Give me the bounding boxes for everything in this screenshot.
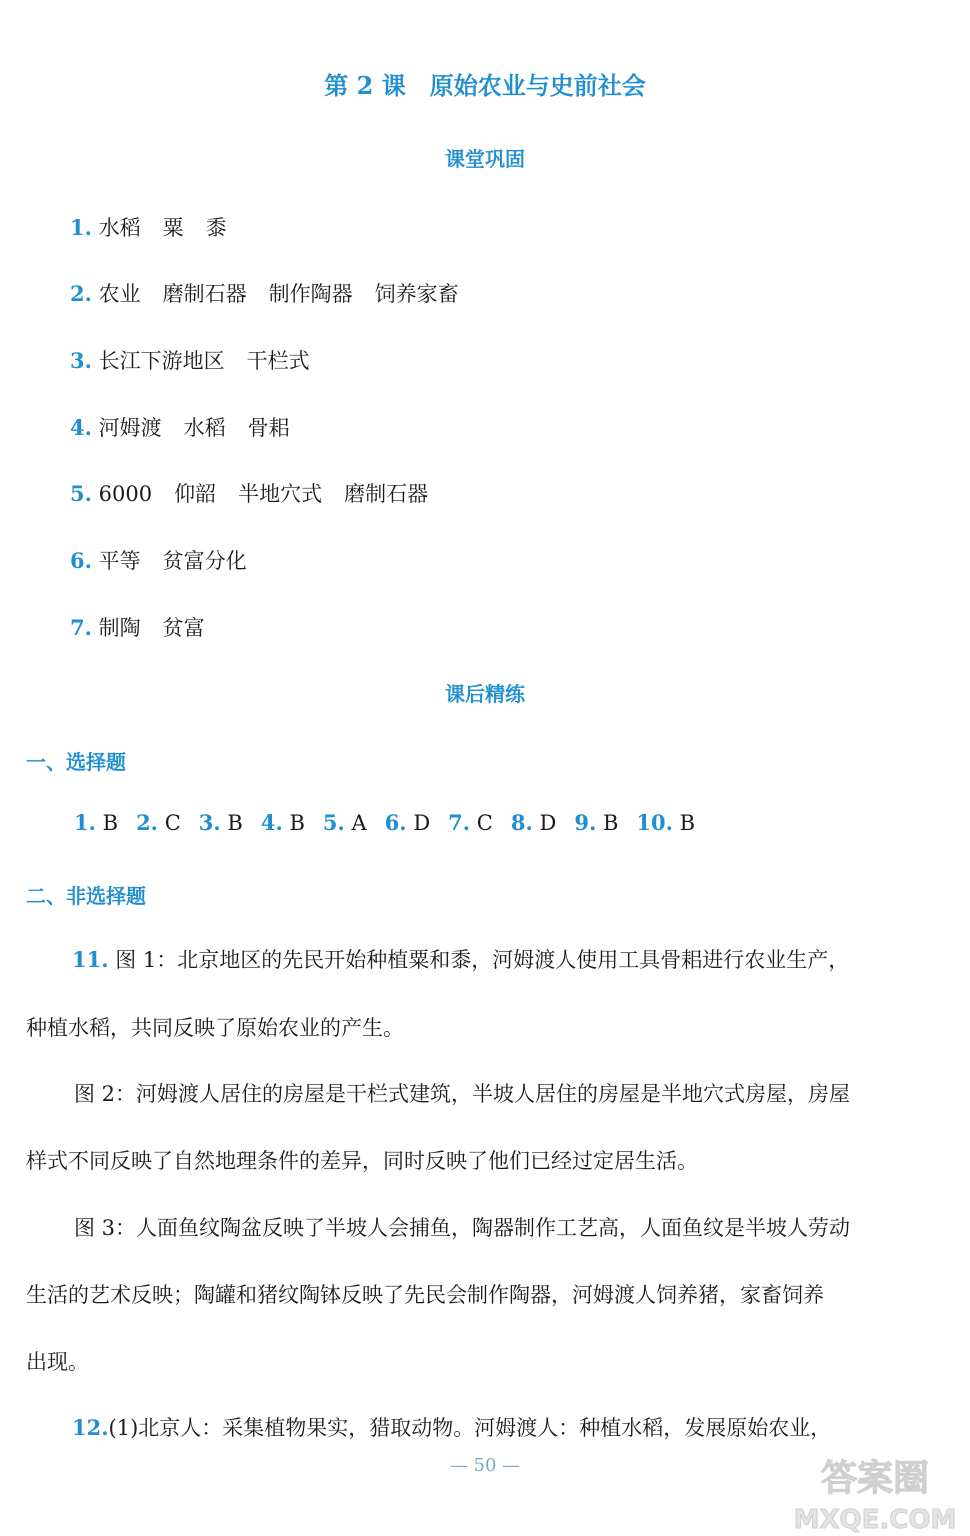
choice-answer [74,811,118,835]
q11-text-1: 图 1：北京地区的先民开始种植粟和黍，河姆渡人使用工具骨耜进行农业生产， [115,948,850,972]
section-heading-consolidation: 课堂巩固 [445,147,525,171]
item-answer: 平等 [98,549,141,573]
item-answer: 长江下游地区 [98,349,225,373]
watermark-logo [780,1450,970,1536]
consolidation-item [70,212,227,242]
choice-number: 2. [136,810,158,835]
choice-number: 10. [636,810,673,835]
choice-number: 1. [74,810,96,835]
fig3-line-2: 生活的艺术反映；陶罐和猪纹陶钵反映了先民会制作陶器，河姆渡人饲养猪，家畜饲养 [26,1283,824,1307]
item-number: 3. [70,348,92,373]
item-answer: 制作陶器 [268,282,353,306]
choice-answer [136,811,181,835]
q11-number: 11. [72,947,109,972]
q12-line-1 [72,1412,831,1442]
item-answer: 干栏式 [246,349,310,373]
item-answer: 6000 [98,482,153,506]
choice-answer [261,811,305,835]
choice-answer [574,811,618,835]
page-number: — 50 — [449,1455,521,1476]
item-answer: 制陶 [98,616,141,640]
consolidation-item [70,345,310,375]
choice-number: 8. [510,810,533,835]
choice-number: 4. [260,810,283,835]
item-answer: 河姆渡 [98,416,162,440]
item-answer: 黍 [205,216,227,240]
item-number: 7. [70,615,92,640]
item-answer: 半地穴式 [238,482,323,506]
fig2-line-2: 样式不同反映了自然地理条件的差异，同时反映了他们已经过定居生活。 [26,1149,698,1173]
item-number: 6. [70,548,92,573]
consolidation-item [70,612,205,642]
item-answer: 贫富 [162,616,205,640]
heading-non-choice: 二、非选择题 [26,884,146,908]
q11-line-2: 种植水稻，共同反映了原始农业的产生。 [26,1016,404,1040]
item-answer: 仰韶 [174,482,217,506]
choice-number: 9. [574,810,597,835]
consolidation-item [70,478,428,508]
multiple-choice-answers [74,810,713,835]
choice-answer [636,811,695,835]
lesson-number: 第 2 课 [324,71,406,100]
consolidation-item [70,545,247,575]
section-heading-practice: 课后精练 [445,682,525,706]
fig3-line-3: 出现。 [26,1350,89,1374]
fig3-line-1: 图 3：人面鱼纹陶盆反映了半坡人会捕鱼，陶器制作工艺高，人面鱼纹是半坡人劳动 [74,1216,851,1240]
choice-answer [323,811,367,835]
choice-letter: D [539,811,557,835]
heading-multiple-choice: 一、选择题 [26,750,126,774]
lesson-name: 原始农业与史前社会 [429,71,646,100]
item-answer: 饲养家畜 [374,282,459,306]
choice-letter: D [413,811,431,835]
item-number: 2. [70,281,92,306]
choice-letter: A [351,811,367,835]
page-title [0,66,970,101]
choice-letter: C [476,811,493,835]
item-answer: 贫富分化 [162,549,247,573]
choice-letter: B [102,811,119,835]
q12-text-1: (1)北京人：采集植物果实，猎取动物。河姆渡人：种植水稻，发展原始农业， [108,1416,832,1440]
consolidation-item [70,412,290,442]
choice-number: 7. [448,810,471,835]
item-answer: 骨耜 [247,416,290,440]
choice-letter: C [164,811,181,835]
item-number: 5. [70,481,92,506]
consolidation-item [70,278,459,308]
watermark-text-bottom: MXQE.COM [793,1505,957,1535]
choice-answer [448,811,493,835]
choice-letter: B [289,811,305,835]
watermark-text-top: 答案圈 [820,1458,930,1499]
item-answer: 磨制石器 [344,482,429,506]
q12-number: 12. [72,1415,109,1440]
fig2-line-1: 图 2：河姆渡人居住的房屋是干栏式建筑，半坡人居住的房屋是半地穴式房屋，房屋 [74,1082,851,1106]
choice-number: 6. [384,810,407,835]
item-answer: 水稻 [98,216,141,240]
choice-letter: B [679,811,696,835]
choice-letter: B [602,811,619,835]
choice-answer [511,811,556,835]
choice-number: 3. [198,810,221,835]
item-number: 1. [70,215,92,240]
q11-line-1 [72,944,849,974]
item-number: 4. [70,415,92,440]
item-answer: 水稻 [183,416,226,440]
item-answer: 农业 [98,282,141,306]
choice-letter: B [227,811,243,835]
choice-answer [199,811,243,835]
item-answer: 磨制石器 [162,282,247,306]
item-answer: 粟 [162,216,184,240]
choice-answer [385,811,430,835]
choice-number: 5. [322,810,345,835]
